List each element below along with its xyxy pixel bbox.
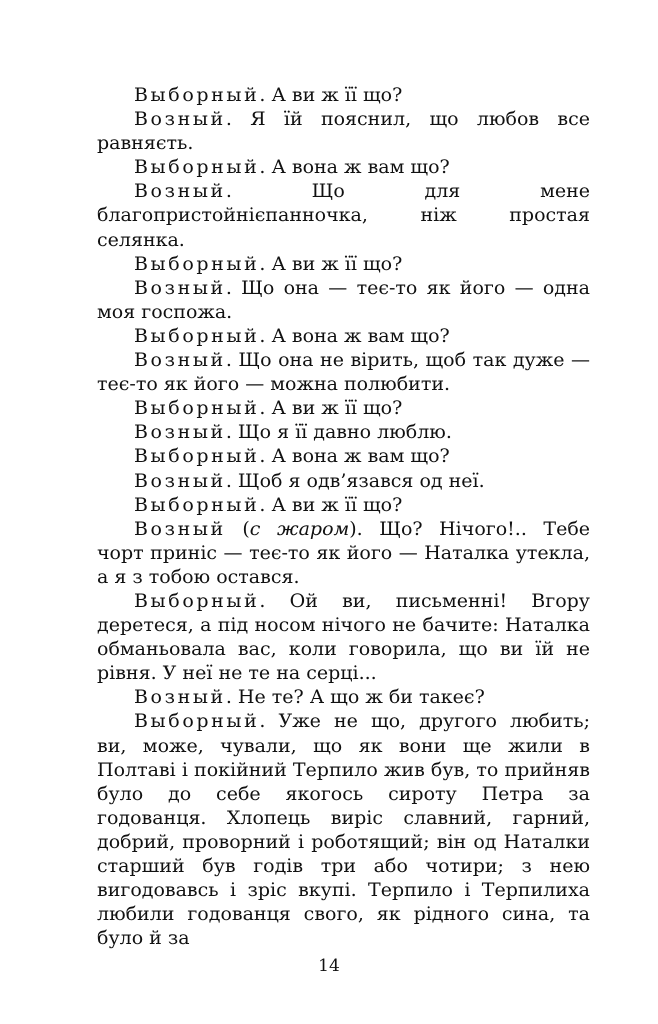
speaker-name: Выборный (134, 589, 260, 612)
remark-open: ( (225, 517, 250, 540)
dialogue-line (97, 444, 590, 468)
speaker-name: Выборный (134, 445, 260, 468)
stage-direction: с жаром (249, 517, 350, 540)
dialogue-line (97, 685, 590, 709)
dialogue-line (97, 709, 590, 950)
speaker-name: Выборный (134, 252, 260, 275)
dialogue-line (97, 348, 590, 396)
line-text: . А вона ж вам що? (259, 324, 450, 347)
speaker-name: Возный (134, 517, 226, 540)
line-text: . Що она не вірить, щоб так дуже — теє-то як його — можна полюбити. (97, 349, 590, 396)
dialogue-line (97, 107, 590, 155)
line-text: . Я їй пояснил, що любов все равняєть. (97, 108, 590, 155)
speaker-name: Выборный (134, 84, 260, 106)
line-text: . Що она — теє-то як його — одна моя госпожа. (97, 276, 590, 323)
speaker-name: Возный (134, 349, 226, 372)
dialogue-line (97, 420, 590, 444)
dialogue-line (97, 469, 590, 493)
dialogue-line (97, 493, 590, 517)
dialogue-line (97, 179, 590, 251)
dialogue-line (97, 517, 590, 589)
dialogue-text (97, 83, 590, 950)
line-text: . Уже не що, другого любить; ви, може, чували, що як вони ще жили в Полтаві і покійний Терпило жив був, то прийняв було до себе якогось сироту Петра за годованця. Хлопець виріс славний, гарний, добрий, проворний і роботящий; він од Наталки старший був годів три або чотири; з нею вигодовавсь і зріс вкупі. Терпило і Терпилиха любили годованця свого, як рідного сина, та було й за (97, 710, 590, 950)
dialogue-line (97, 396, 590, 420)
speaker-name: Выборный (134, 493, 260, 516)
line-text: . А вона ж вам що? (259, 445, 450, 468)
speaker-name: Возный (134, 686, 226, 709)
speaker-name: Возный (134, 108, 226, 131)
speaker-name: Выборный (134, 324, 260, 347)
line-text: . А ви ж її що? (259, 252, 403, 275)
page-number: 14 (318, 956, 340, 976)
speaker-name: Возный (134, 180, 226, 203)
line-text: . А ви ж її що? (259, 493, 403, 516)
speaker-name: Возный (134, 276, 226, 299)
line-text: . А ви ж її що? (259, 84, 403, 106)
speaker-name: Возный (134, 421, 226, 444)
dialogue-line (97, 276, 590, 324)
speaker-name: Возный (134, 469, 226, 492)
speaker-name: Выборный (134, 156, 260, 179)
line-text: . Щоб я одв’язався од неї. (225, 469, 485, 492)
line-text: . А вона ж вам що? (259, 156, 450, 179)
speaker-name: Выборный (134, 397, 260, 420)
line-text: . Що для мене благопристойнієпанночка, ніж простая селянка. (97, 180, 590, 251)
dialogue-line (97, 324, 590, 348)
dialogue-line (97, 252, 590, 276)
dialogue-line (97, 589, 590, 685)
line-text: ). Що? Нічого!.. Тебе чорт приніс — теє-то як його — Наталка утекла, а я з тобою остався. (97, 517, 591, 588)
line-text: . Ой ви, письменні! Вгору деретеся, а під носом нічого не бачите: Наталка обманьовала вас, коли говорила, що ви їй не рівня. У неї не те на серці... (97, 589, 590, 685)
line-text: . Не те? А що ж би такеє? (225, 686, 485, 709)
line-text: . Що я її давно люблю. (225, 421, 452, 444)
line-text: . А ви ж її що? (259, 397, 403, 420)
dialogue-line (97, 83, 590, 107)
speaker-name: Выборный (134, 710, 260, 733)
dialogue-line (97, 155, 590, 179)
